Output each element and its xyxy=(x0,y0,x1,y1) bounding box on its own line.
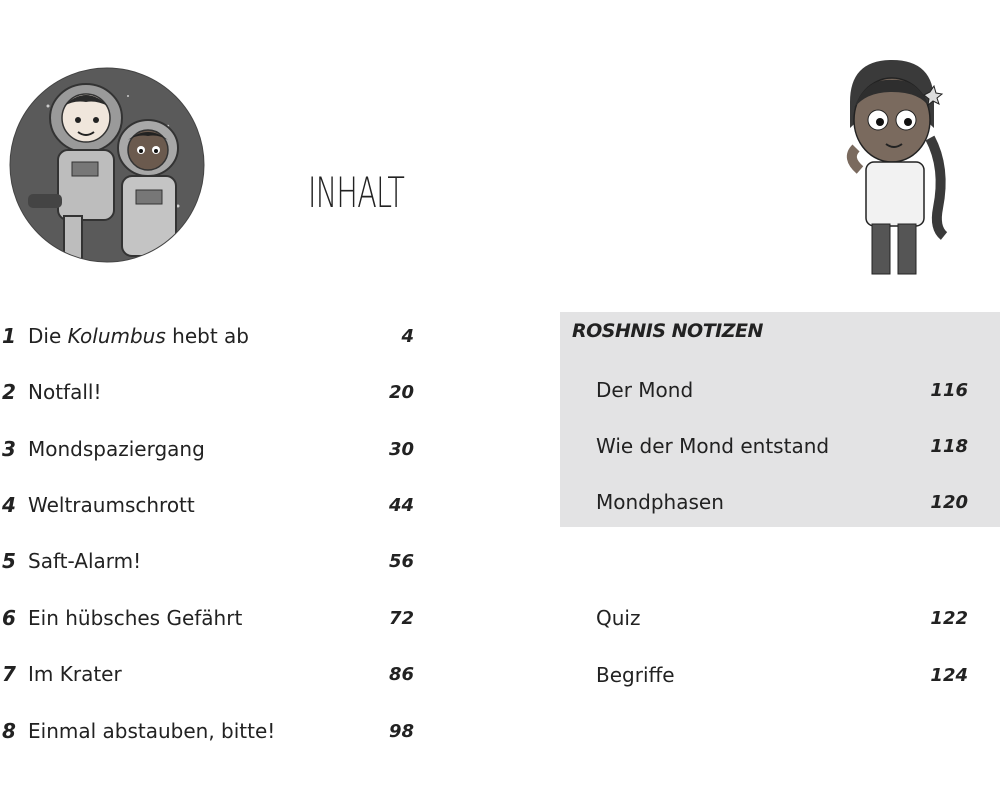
notes-item[interactable] xyxy=(596,370,974,410)
chapter-page: 72 xyxy=(388,607,414,629)
roshni-illustration xyxy=(826,58,960,276)
chapter-page: 4 xyxy=(401,325,414,347)
chapter-title: Einmal abstauben, bitte! xyxy=(28,719,276,743)
toc-row-chapter-7[interactable] xyxy=(0,654,420,694)
chapter-page: 86 xyxy=(388,663,414,685)
extra-item-title: Quiz xyxy=(596,606,641,630)
chapter-title: Notfall! xyxy=(28,380,102,404)
chapter-number: 6 xyxy=(2,606,16,630)
chapter-title xyxy=(28,324,354,348)
toc-row-chapter-8[interactable] xyxy=(0,711,420,751)
chapter-number: 7 xyxy=(2,662,16,686)
chapter-page: 56 xyxy=(388,550,414,572)
chapter-title: Weltraumschrott xyxy=(28,493,195,517)
extra-item-title: Begriffe xyxy=(596,663,675,687)
chapter-number: 1 xyxy=(2,324,16,348)
chapter-title: Ein hübsches Gefährt xyxy=(28,606,243,630)
notes-item-title: Der Mond xyxy=(596,378,694,402)
page-title: INHALT xyxy=(308,168,405,217)
toc-row-chapter-5[interactable] xyxy=(0,541,420,581)
chapter-number: 8 xyxy=(2,719,16,743)
chapter-number: 5 xyxy=(2,549,16,573)
chapter-number: 4 xyxy=(2,493,16,517)
notes-item-title: Wie der Mond entstand xyxy=(596,434,830,458)
chapter-page: 30 xyxy=(388,438,414,460)
toc-row-chapter-4[interactable] xyxy=(0,485,420,525)
chapter-title-plain: Die xyxy=(28,324,68,348)
chapter-number: 3 xyxy=(2,437,16,461)
astronauts-illustration xyxy=(8,66,206,264)
notes-item-page: 116 xyxy=(930,379,968,401)
notes-item[interactable] xyxy=(596,426,974,466)
chapter-number: 2 xyxy=(2,380,16,404)
chapter-title-italic: Kolumbus xyxy=(67,324,166,348)
toc-row-chapter-6[interactable] xyxy=(0,598,420,638)
notes-heading: ROSHNIS NOTIZEN xyxy=(572,320,763,342)
extra-item-page: 124 xyxy=(930,664,968,686)
extra-item-quiz[interactable] xyxy=(596,598,974,638)
chapter-page: 44 xyxy=(388,494,414,516)
chapter-page: 20 xyxy=(388,381,414,403)
notes-item-title: Mondphasen xyxy=(596,490,724,514)
chapter-title: Saft-Alarm! xyxy=(28,549,142,573)
notes-item[interactable] xyxy=(596,482,974,522)
chapter-title: Mondspaziergang xyxy=(28,437,205,461)
chapter-title-rest: hebt ab xyxy=(165,324,249,348)
chapter-title: Im Krater xyxy=(28,662,122,686)
extra-item-page: 122 xyxy=(930,607,968,629)
extra-item-begriffe[interactable] xyxy=(596,655,974,695)
notes-item-page: 120 xyxy=(930,491,968,513)
toc-row-chapter-3[interactable] xyxy=(0,429,420,469)
notes-item-page: 118 xyxy=(930,435,968,457)
toc-row-chapter-1[interactable] xyxy=(0,316,420,356)
toc-row-chapter-2[interactable] xyxy=(0,372,420,412)
chapter-page: 98 xyxy=(388,720,414,742)
